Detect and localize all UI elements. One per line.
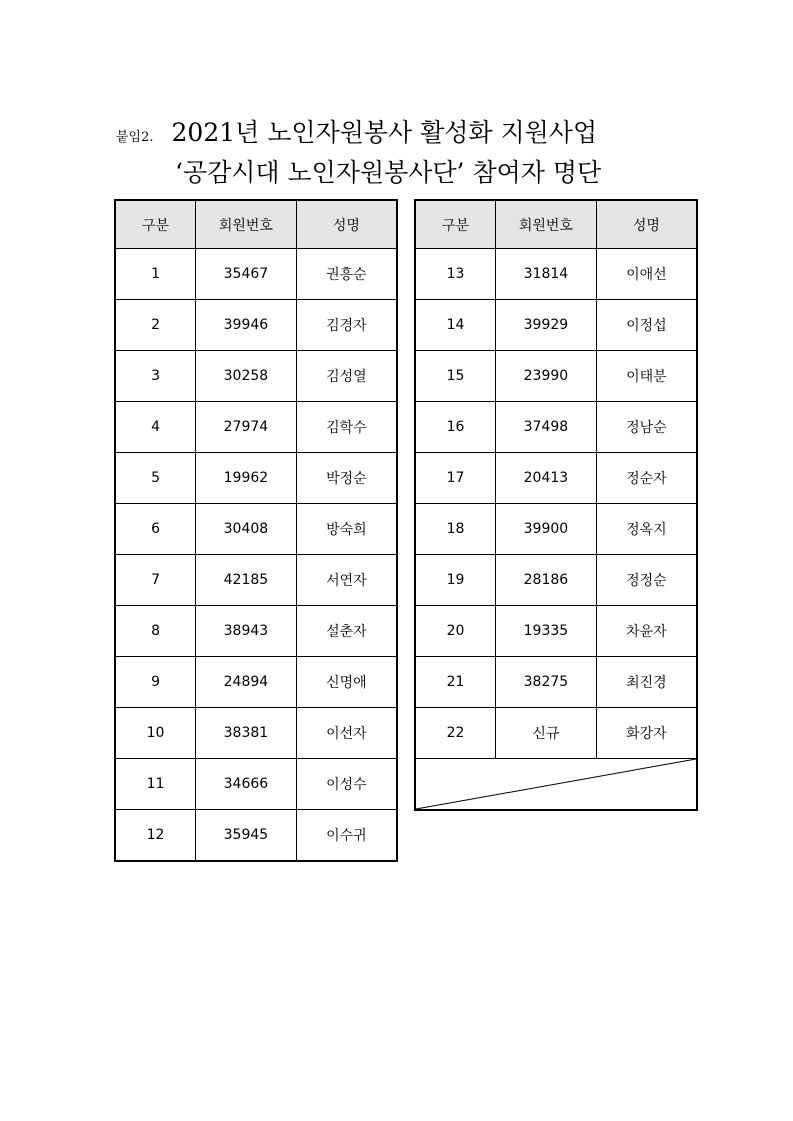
table-row	[415, 351, 697, 402]
participant-name: 김학수	[296, 402, 397, 453]
participant-name: 정정순	[596, 555, 697, 606]
header-no: 구분	[415, 200, 496, 249]
row-number: 5	[115, 453, 196, 504]
empty-slash-cell	[415, 759, 697, 811]
row-number: 8	[115, 606, 196, 657]
row-number: 16	[415, 402, 496, 453]
row-number: 19	[415, 555, 496, 606]
table-row	[415, 555, 697, 606]
row-number: 10	[115, 708, 196, 759]
row-number: 18	[415, 504, 496, 555]
table-row	[115, 453, 397, 504]
row-number: 22	[415, 708, 496, 759]
member-id: 19962	[196, 453, 297, 504]
participant-name: 화강자	[596, 708, 697, 759]
participant-name: 방숙희	[296, 504, 397, 555]
table-row	[115, 402, 397, 453]
participant-name: 정남순	[596, 402, 697, 453]
participant-name: 이태분	[596, 351, 697, 402]
header-no: 구분	[115, 200, 196, 249]
title-line-1	[116, 113, 597, 149]
member-id: 38943	[196, 606, 297, 657]
member-id: 42185	[196, 555, 297, 606]
member-id: 30408	[196, 504, 297, 555]
member-id: 19335	[496, 606, 597, 657]
table-row	[115, 249, 397, 300]
member-id: 30258	[196, 351, 297, 402]
table-row	[115, 504, 397, 555]
participant-name: 이성수	[296, 759, 397, 810]
row-number: 15	[415, 351, 496, 402]
member-id: 31814	[496, 249, 597, 300]
member-id: 34666	[196, 759, 297, 810]
member-id: 38275	[496, 657, 597, 708]
row-number: 17	[415, 453, 496, 504]
member-id: 38381	[196, 708, 297, 759]
table-row	[415, 453, 697, 504]
participant-name: 김성열	[296, 351, 397, 402]
attachment-label: 붙임2.	[116, 130, 154, 145]
table-row	[415, 249, 697, 300]
table-row	[115, 606, 397, 657]
member-id: 23990	[496, 351, 597, 402]
participant-name: 차윤자	[596, 606, 697, 657]
participant-name: 이수귀	[296, 810, 397, 862]
row-number: 13	[415, 249, 496, 300]
participant-table-right	[414, 199, 698, 811]
participant-name: 정순자	[596, 453, 697, 504]
table-row	[115, 810, 397, 862]
row-number: 12	[115, 810, 196, 862]
participant-name: 정옥지	[596, 504, 697, 555]
table-row	[415, 402, 697, 453]
row-number: 21	[415, 657, 496, 708]
table-row	[115, 555, 397, 606]
participant-name: 이선자	[296, 708, 397, 759]
row-number: 2	[115, 300, 196, 351]
row-number: 3	[115, 351, 196, 402]
table-row	[415, 708, 697, 759]
participant-name: 권흥순	[296, 249, 397, 300]
table-row	[415, 504, 697, 555]
title-main: 2021년 노인자원봉사 활성화 지원사업	[171, 118, 598, 147]
table-row	[115, 657, 397, 708]
row-number: 1	[115, 249, 196, 300]
member-id: 35467	[196, 249, 297, 300]
member-id: 37498	[496, 402, 597, 453]
header-member-id: 회원번호	[196, 200, 297, 249]
participant-name: 최진경	[596, 657, 697, 708]
member-id: 28186	[496, 555, 597, 606]
row-number: 20	[415, 606, 496, 657]
row-number: 14	[415, 300, 496, 351]
member-id: 20413	[496, 453, 597, 504]
participant-name: 이정섭	[596, 300, 697, 351]
participant-table-left	[114, 199, 398, 862]
table-row	[415, 606, 697, 657]
table-row	[115, 300, 397, 351]
table-row	[115, 351, 397, 402]
row-number: 7	[115, 555, 196, 606]
diagonal-slash	[416, 759, 696, 809]
participant-name: 신명애	[296, 657, 397, 708]
member-id: 39946	[196, 300, 297, 351]
participant-name: 이애선	[596, 249, 697, 300]
row-number: 4	[115, 402, 196, 453]
member-id: 35945	[196, 810, 297, 862]
table-header-row	[115, 200, 397, 249]
row-number: 9	[115, 657, 196, 708]
member-id: 27974	[196, 402, 297, 453]
table-row	[415, 300, 697, 351]
participant-name: 김경자	[296, 300, 397, 351]
header-member-id: 회원번호	[496, 200, 597, 249]
participant-name: 서연자	[296, 555, 397, 606]
member-id: 39900	[496, 504, 597, 555]
header-name: 성명	[596, 200, 697, 249]
table-header-row	[415, 200, 697, 249]
row-number: 11	[115, 759, 196, 810]
table-row	[115, 708, 397, 759]
member-id: 39929	[496, 300, 597, 351]
row-number: 6	[115, 504, 196, 555]
member-id: 신규	[496, 708, 597, 759]
participant-name: 설춘자	[296, 606, 397, 657]
title-line-2: ‘공감시대 노인자원봉사단’ 참여자 명단	[175, 158, 602, 187]
table-row	[415, 657, 697, 708]
header-name: 성명	[296, 200, 397, 249]
member-id: 24894	[196, 657, 297, 708]
participant-name: 박정순	[296, 453, 397, 504]
table-row	[115, 759, 397, 810]
